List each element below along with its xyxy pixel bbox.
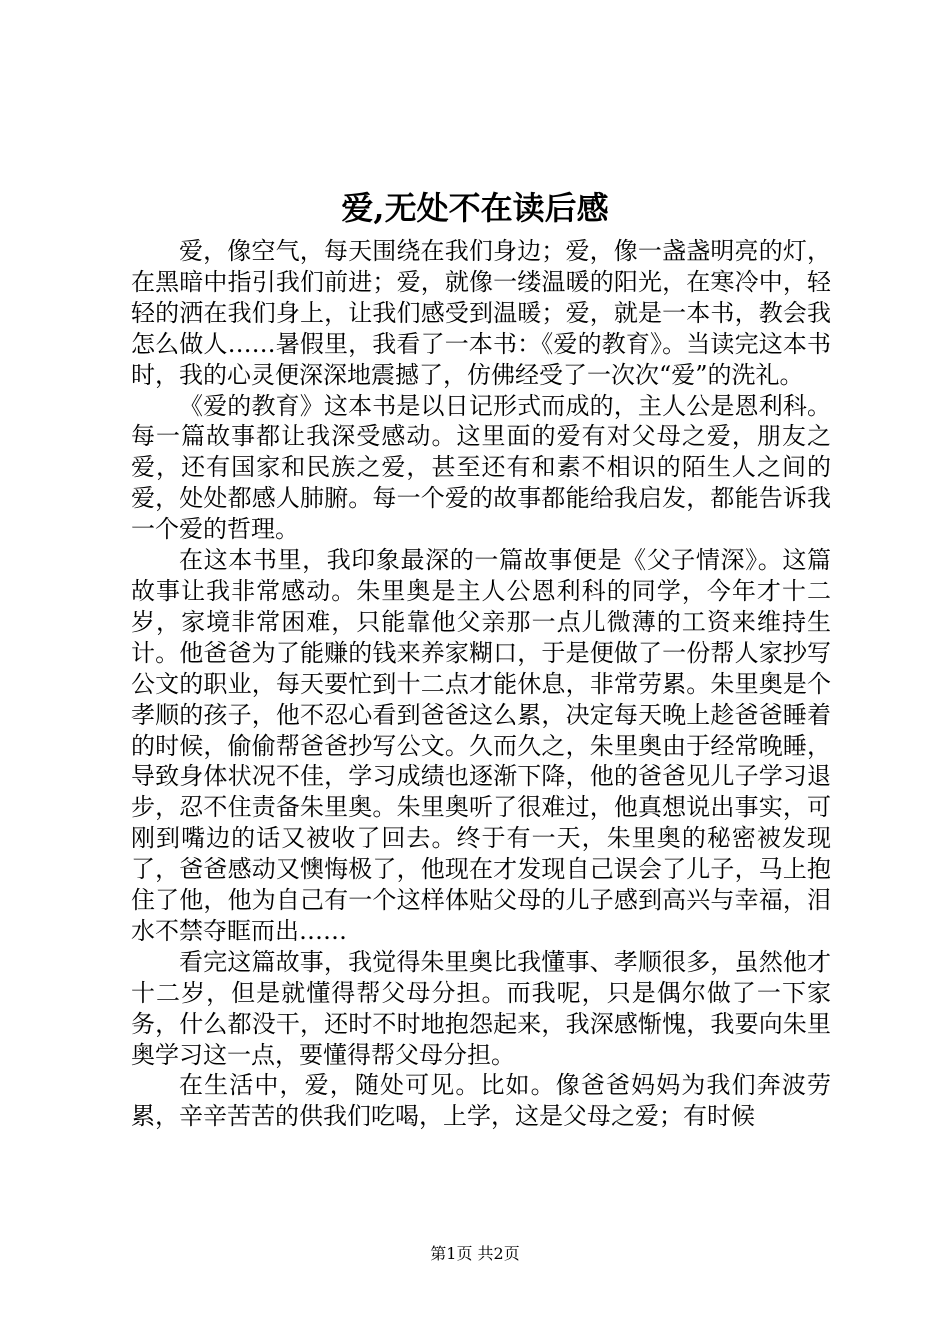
paragraph-4: 看完这篇故事，我觉得朱里奥比我懂事、孝顺很多，虽然他才十二岁，但是就懂得帮父母分担。而我呢，只是偶尔做了一下家务，什么都没干，还时不时地抱怨起来，我深感惭愧，我要向朱里奥学习这一点，要懂得帮父母分担。 <box>131 947 831 1069</box>
document-body <box>131 236 831 1132</box>
paragraph-3: 在这本书里，我印象最深的一篇故事便是《父子情深》。这篇故事让我非常感动。朱里奥是主人公恩利科的同学，今年才十二岁，家境非常困难，只能靠他父亲那一点儿微薄的工资来维持生计。他爸爸为了能赚的钱来养家糊口，于是便做了一份帮人家抄写公文的职业，每天要忙到十二点才能休息，非常劳累。朱里奥是个孝顺的孩子，他不忍心看到爸爸这么累，决定每天晚上趁爸爸睡着的时候，偷偷帮爸爸抄写公文。久而久之，朱里奥由于经常晚睡，导致身体状况不佳，学习成绩也逐渐下降，他的爸爸见儿子学习退步，忍不住责备朱里奥。朱里奥听了很难过，他真想说出事实，可刚到嘴边的话又被收了回去。终于有一天，朱里奥的秘密被发现了，爸爸感动又懊悔极了，他现在才发现自己误会了儿子，马上抱住了他，他为自己有一个这样体贴父母的儿子感到高兴与幸福，泪水不禁夺眶而出…… <box>131 546 831 945</box>
paragraph-5: 在生活中，爱，随处可见。比如。像爸爸妈妈为我们奔波劳累，辛辛苦苦的供我们吃喝，上学，这是父母之爱；有时候 <box>131 1071 831 1131</box>
page-footer: 第1页 共2页 <box>430 1244 520 1263</box>
paragraph-2: 《爱的教育》这本书是以日记形式而成的，主人公是恩利科。每一篇故事都让我深受感动。这里面的爱有对父母之爱，朋友之爱，还有国家和民族之爱，甚至还有和素不相识的陌生人之间的爱，处处都感人肺腑。每一个爱的故事都能给我启发，都能告诉我一个爱的哲理。 <box>131 391 831 544</box>
document-title: 爱,无处不在读后感 <box>341 189 609 227</box>
paragraph-1: 爱，像空气，每天围绕在我们身边；爱，像一盏盏明亮的灯，在黑暗中指引我们前进；爱，就像一缕温暖的阳光，在寒冷中，轻轻的洒在我们身上，让我们感受到温暖；爱，就是一本书，教会我怎么做人……暑假里，我看了一本书：《爱的教育》。当读完这本书时，我的心灵便深深地震撼了，仿佛经受了一次次“爱”的洗礼。 <box>131 237 831 389</box>
